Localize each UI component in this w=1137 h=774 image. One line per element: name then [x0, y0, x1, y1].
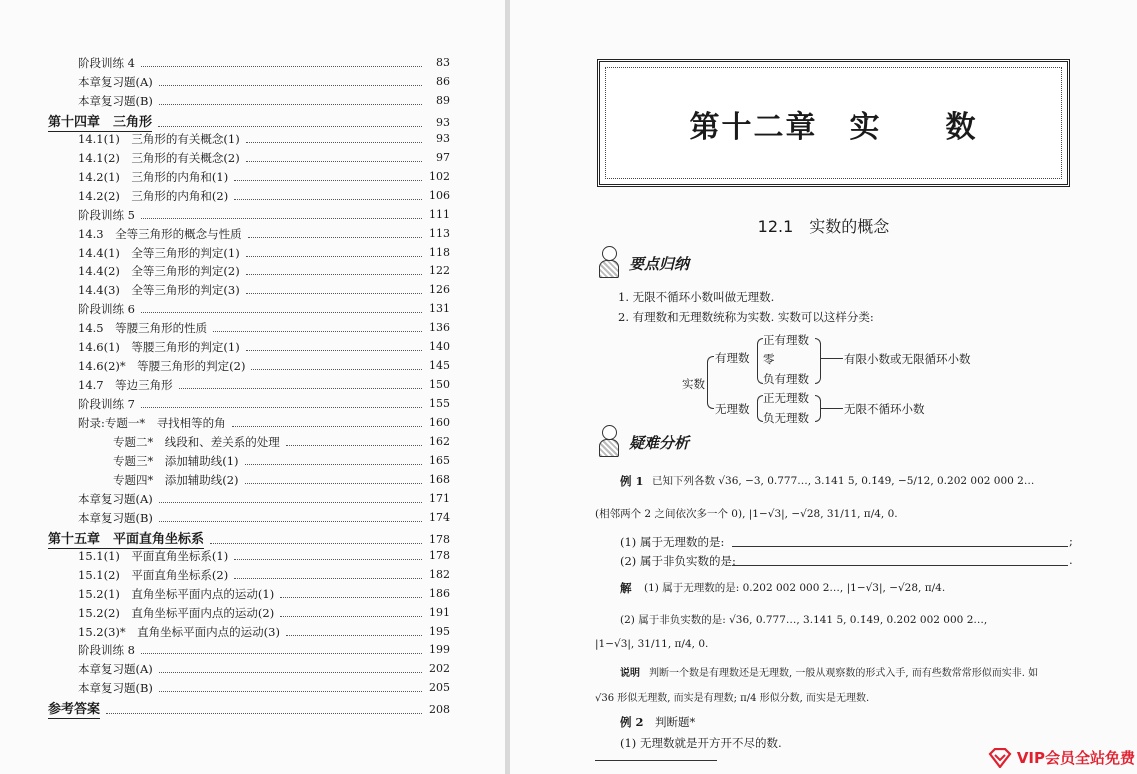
- toc-page-number: 168: [429, 472, 450, 486]
- toc-leader-dots: [246, 333, 422, 351]
- toc-leader-dots: [106, 696, 422, 714]
- toc-entry-label: 14.1(2) 三角形的有关概念(2): [78, 150, 240, 165]
- toc-entry-label: 附录:专题一* 寻找相等的角: [78, 416, 226, 431]
- neg-rational: 负有理数: [763, 372, 809, 386]
- toc-entry-label: 阶段训练 8: [78, 643, 135, 658]
- toc-leader-dots: [280, 580, 422, 598]
- class-root: 实数: [682, 377, 705, 391]
- toc-entry-label: 本章复习题(A): [78, 491, 153, 506]
- toc-entry-label: 专题三* 添加辅助线(1): [113, 453, 239, 468]
- toc-leader-dots: [141, 201, 422, 219]
- toc-page-number: 140: [429, 340, 450, 354]
- answer-line-1: [732, 546, 1068, 547]
- toc-page-number: 178: [429, 532, 450, 546]
- example-2-question-1: (1) 无理数就是开方开不尽的数.: [620, 736, 782, 750]
- note-line-2: √36 形似无理数, 而实是有理数; π/4 形似分数, 而实是无理数.: [595, 693, 870, 704]
- toc-entry-label: 14.7 等边三角形: [78, 378, 173, 393]
- toc-page-number: 165: [429, 453, 450, 467]
- toc-entry[interactable]: [0, 566, 505, 584]
- mascot-icon: [595, 246, 623, 280]
- toc-entry-label: 本章复习题(A): [78, 662, 153, 677]
- vip-text: VIP会员全站免费: [1016, 749, 1135, 767]
- toc-page-number: 102: [429, 169, 450, 183]
- neg-irrational: 负无理数: [763, 411, 809, 425]
- toc-page-number: 118: [429, 245, 450, 259]
- chapter-title-box: [597, 59, 1070, 187]
- q1-end: ;: [1069, 534, 1073, 548]
- toc-page-number: 145: [429, 359, 450, 373]
- toc-page-number: 97: [436, 150, 450, 164]
- example-2-label: 例 2: [620, 715, 644, 729]
- q2-end: .: [1069, 553, 1073, 567]
- toc-page-number: 126: [429, 283, 450, 297]
- toc-entry-label: 专题二* 线段和、差关系的处理: [113, 435, 280, 449]
- toc-leader-dots: [159, 655, 422, 673]
- toc-entry-label: 本章复习题(B): [78, 510, 153, 525]
- toc-leader-dots: [280, 599, 422, 617]
- pos-rational: 正有理数: [763, 333, 809, 347]
- toc-page-number: 155: [429, 397, 450, 411]
- toc-leader-dots: [141, 295, 422, 313]
- toc-leader-dots: [159, 485, 422, 503]
- toc-page-number: 86: [436, 74, 450, 88]
- toc-page-number: 186: [429, 586, 450, 600]
- toc-entry-label: 第十五章 平面直角坐标系: [48, 531, 205, 547]
- toc-leader-dots: [179, 371, 422, 389]
- toc-entry-label: 14.3 全等三角形的概念与性质: [78, 226, 242, 241]
- example-1-line-2: (相邻两个 2 之间依次多一个 0), |1−√3|, −√28, 31/11, π/4, 0.: [595, 508, 898, 520]
- question-2: (2) 属于非负实数的是:: [620, 554, 736, 568]
- root-brace: [707, 356, 714, 409]
- toc-page-number: 191: [429, 605, 450, 619]
- toc-leader-dots: [286, 618, 422, 636]
- toc-entry-label: 15.1(2) 平面直角坐标系(2): [78, 567, 229, 582]
- vip-watermark: [987, 747, 1135, 768]
- toc-page-number: 111: [429, 207, 450, 221]
- example-1-label: 例 1: [620, 474, 644, 488]
- toc-entry-label: 15.1(1) 平面直角坐标系(1): [78, 548, 229, 563]
- toc-entry-label: 14.6(1) 等腰三角形的判定(1): [78, 340, 240, 355]
- question-1: (1) 属于无理数的是:: [620, 535, 725, 549]
- toc-entry-label: 15.2(3)* 直角坐标平面内点的运动(3): [78, 624, 280, 639]
- toc-page-number: 136: [429, 321, 450, 335]
- class-rational: 有理数: [715, 351, 750, 365]
- toc-page-number: 160: [429, 416, 450, 430]
- toc-page-number: 131: [429, 302, 450, 316]
- toc-leader-dots: [245, 447, 422, 465]
- toc-leader-dots: [159, 68, 422, 86]
- toc-page-number: 122: [429, 264, 450, 278]
- class-irrational: 无理数: [715, 402, 750, 416]
- toc-page-number: 171: [429, 491, 450, 505]
- toc-page-number: 93: [436, 115, 450, 129]
- toc-entry-label: 第十四章 三角形: [48, 114, 153, 130]
- toc-leader-dots: [141, 390, 422, 408]
- toc-page: [0, 0, 505, 774]
- key-points-heading: 要点归纳: [629, 254, 690, 273]
- toc-leader-dots: [245, 466, 422, 484]
- toc-entry-label: 14.6(2)* 等腰三角形的判定(2): [78, 359, 246, 374]
- footnote-rule: [595, 760, 717, 761]
- toc-leader-dots: [234, 561, 422, 579]
- toc-entry[interactable]: [0, 585, 505, 603]
- analysis-heading: 疑难分析: [629, 433, 690, 452]
- mascot-icon: [595, 425, 623, 459]
- solution-1: (1) 属于无理数的是: 0.202 002 000 2…, |1−√3|, −√28, π/4.: [644, 582, 946, 594]
- toc-leader-dots: [246, 125, 422, 143]
- rational-desc: 有限小数或无限循环小数: [844, 352, 971, 366]
- toc-leader-dots: [234, 182, 422, 200]
- toc-entry-label: 阶段训练 6: [78, 302, 135, 317]
- chapter-page: [510, 0, 1137, 774]
- toc-leader-dots: [159, 674, 422, 692]
- toc-page-number: 150: [429, 378, 450, 392]
- toc-entry-label: 阶段训练 4: [78, 56, 135, 70]
- toc-entry[interactable]: [0, 414, 505, 432]
- toc-entry-label: 14.4(3) 全等三角形的判定(3): [78, 283, 240, 298]
- point-1: 1. 无限不循环小数叫做无理数.: [618, 290, 775, 304]
- toc-page-number: 162: [429, 435, 450, 448]
- toc-page-number: 106: [429, 188, 450, 202]
- zero: 零: [763, 352, 775, 366]
- toc-leader-dots: [141, 49, 422, 67]
- toc-entry[interactable]: [0, 509, 505, 527]
- toc-entry[interactable]: [0, 92, 505, 110]
- key-points-banner: [595, 246, 689, 280]
- toc-entry-label: 本章复习题(B): [78, 93, 153, 108]
- pos-irrational: 正无理数: [763, 391, 809, 405]
- toc-leader-dots: [141, 636, 422, 654]
- note-line-1: 判断一个数是有理数还是无理数, 一般从观察数的形式入手, 而有些数常常形似而实非. 如: [649, 668, 1039, 679]
- toc-page-number: 93: [436, 131, 450, 145]
- answer-line-2: [732, 565, 1068, 566]
- analysis-banner: [595, 425, 689, 459]
- toc-page-number: 205: [429, 681, 450, 695]
- toc-chapter-entry[interactable]: [0, 701, 505, 719]
- toc-leader-dots: [246, 239, 422, 257]
- solution-2b: |1−√3|, 31/11, π/4, 0.: [595, 638, 709, 650]
- toc-page-number: 202: [429, 662, 450, 676]
- toc-entry-label: 14.4(2) 全等三角形的判定(2): [78, 264, 240, 279]
- toc-entry-label: 14.1(1) 三角形的有关概念(1): [78, 131, 240, 146]
- toc-entry-label: 14.2(1) 三角形的内角和(1): [78, 169, 229, 184]
- toc-entry-label: 本章复习题(A): [78, 74, 153, 89]
- irrational-dash: [821, 408, 843, 409]
- toc-entry-label: 15.2(1) 直角坐标平面内点的运动(1): [78, 586, 275, 601]
- rational-brace-right: [815, 338, 821, 384]
- solution-2a: (2) 属于非负实数的是: √36, 0.777…, 3.141 5, 0.1̇49̇, 0.202 002 000 2…,: [620, 614, 988, 626]
- toc-page-number: 174: [429, 510, 450, 524]
- toc-leader-dots: [286, 428, 422, 446]
- toc-entry-label: 阶段训练 7: [78, 397, 135, 412]
- toc-entry-label: 14.4(1) 全等三角形的判定(1): [78, 245, 240, 260]
- toc-page-number: 89: [436, 93, 450, 107]
- toc-leader-dots: [251, 352, 422, 370]
- toc-entry-label: 参考答案: [48, 702, 101, 718]
- toc-entry-label: 15.2(2) 直角坐标平面内点的运动(2): [78, 605, 275, 620]
- toc-leader-dots: [246, 144, 422, 162]
- rational-dash: [821, 358, 843, 359]
- toc-leader-dots: [246, 257, 422, 275]
- toc-entry[interactable]: [0, 604, 505, 622]
- toc-leader-dots: [159, 87, 422, 105]
- example-1-line-1: 已知下列各数 √36, −3, 0.777…, 3.141 5, 0.1̇49̇, −5/12, 0.202 002 000 2…: [652, 475, 1035, 487]
- toc-leader-dots: [246, 276, 422, 294]
- toc-leader-dots: [159, 504, 422, 522]
- toc-leader-dots: [234, 163, 422, 181]
- toc-entry-label: 本章复习题(B): [78, 681, 153, 696]
- toc-page-number: 208: [429, 703, 450, 717]
- toc-leader-dots: [232, 409, 422, 427]
- note-label: 说明: [620, 668, 640, 679]
- toc-page-number: 182: [429, 567, 450, 581]
- point-2: 2. 有理数和无理数统称为实数. 实数可以这样分类:: [618, 310, 874, 324]
- toc-page-number: 178: [429, 548, 450, 562]
- example-2-title: 判断题*: [655, 715, 696, 729]
- toc-page-number: 199: [429, 643, 450, 657]
- toc-leader-dots: [234, 542, 422, 560]
- chapter-title: 第十二章 实 数: [689, 110, 978, 145]
- toc-leader-dots: [213, 314, 422, 332]
- toc-page-number: 83: [436, 56, 450, 69]
- irrational-desc: 无限不循环小数: [844, 402, 925, 416]
- toc-entry-label: 14.2(2) 三角形的内角和(2): [78, 188, 229, 203]
- solution-label: 解: [620, 581, 632, 595]
- toc-entry-label: 14.5 等腰三角形的性质: [78, 321, 208, 336]
- toc-entry-label: 专题四* 添加辅助线(2): [113, 472, 239, 487]
- toc-entry[interactable]: [0, 679, 505, 697]
- toc-entry-label: 阶段训练 5: [78, 207, 135, 222]
- toc-page-number: 195: [429, 624, 450, 638]
- toc-leader-dots: [248, 220, 422, 238]
- section-title: 12.1 实数的概念: [757, 217, 890, 236]
- diamond-logo-icon: [987, 748, 1013, 768]
- toc-page-number: 113: [429, 226, 450, 240]
